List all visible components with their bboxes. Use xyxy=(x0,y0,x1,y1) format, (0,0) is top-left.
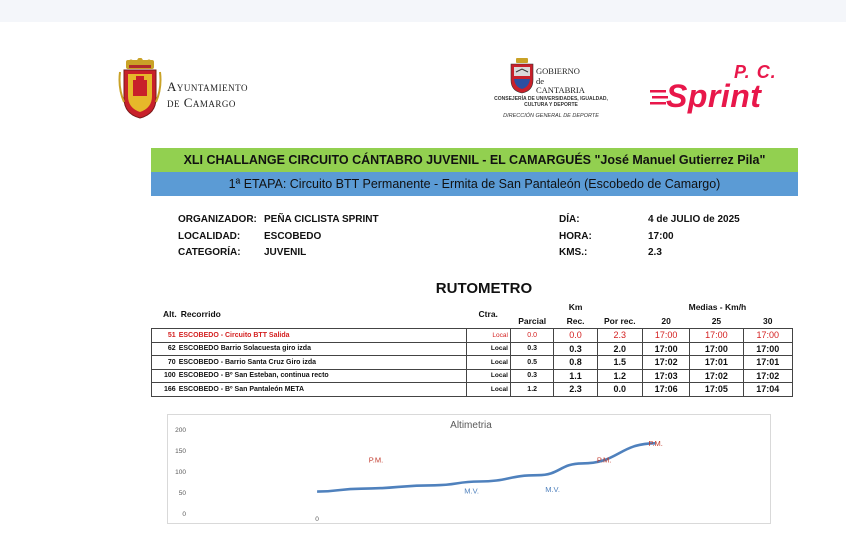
km-header: Km xyxy=(568,302,583,312)
alt-header: Alt. xyxy=(163,309,177,319)
browser-top-bar xyxy=(0,0,846,22)
rutometro-title: RUTOMETRO xyxy=(435,280,533,297)
camargo-name-line2: de Camargo xyxy=(167,95,236,110)
row-parcial: 0.5 xyxy=(510,356,554,370)
row-rec: 0.0 xyxy=(554,329,597,343)
localidad-label: LOCALIDAD: xyxy=(178,230,241,242)
row-t30: 17:01 xyxy=(743,356,792,370)
row-porrec: 1.5 xyxy=(597,356,642,370)
rutometro-table xyxy=(151,300,793,397)
pm-annotation: P.M. xyxy=(648,438,663,448)
row-parcial: 1.2 xyxy=(510,383,554,397)
porrec-header: Por rec. xyxy=(603,316,636,326)
info-values-left xyxy=(264,212,379,262)
row-t25: 17:05 xyxy=(690,383,743,397)
row-parcial: 0.3 xyxy=(510,342,554,356)
row-recorrido: ESCOBEDO Barrio Solacuesta giro izda xyxy=(177,342,466,356)
y-tick-label: 200 xyxy=(175,427,186,434)
ctra-header: Ctra. xyxy=(478,309,498,319)
row-t30: 17:02 xyxy=(743,369,792,383)
km-spacer xyxy=(510,300,554,314)
categoria-value: JUVENIL xyxy=(264,247,307,258)
row-t30: 17:00 xyxy=(743,342,792,356)
cantabria-logo xyxy=(480,56,630,122)
dia-label: DÍA: xyxy=(559,214,580,225)
row-rec: 1.1 xyxy=(554,369,597,383)
row-t25: 17:00 xyxy=(690,329,743,343)
dia-value: 4 de JULIO de 2025 xyxy=(648,214,740,225)
cantabria-direccion: DIRECCIÓN GENERAL DE DEPORTE xyxy=(503,113,599,119)
row-porrec: 2.3 xyxy=(597,329,642,343)
cantabria-consejeria xyxy=(480,96,622,108)
speed-20-header: 20 xyxy=(661,316,671,326)
row-ctra: Local xyxy=(466,369,510,383)
cantabria-consejeria-line1: CONSEJERÍA DE UNIVERSIDADES, IGUALDAD, xyxy=(494,96,608,102)
altimetria-svg xyxy=(168,415,770,523)
sprint-name-text: Sprint xyxy=(666,78,762,114)
info-labels-right xyxy=(559,212,592,262)
row-t20: 17:00 xyxy=(642,329,689,343)
cantabria-consejeria-line2: CULTURA Y DEPORTE xyxy=(524,102,578,108)
event-title-bar: XLI CHALLANGE CIRCUITO CÁNTABRO JUVENIL - EL CAMARGUÉS "José Manuel Gutierrez Pila" xyxy=(151,148,798,172)
x-tick-label: 0 xyxy=(315,516,319,523)
hora-value: 17:00 xyxy=(648,230,674,242)
pm-annotation: P.M. xyxy=(368,455,384,465)
row-t30: 17:00 xyxy=(743,329,792,343)
row-t25: 17:01 xyxy=(690,356,743,370)
row-porrec: 2.0 xyxy=(597,342,642,356)
speed-25-header: 25 xyxy=(711,316,722,326)
row-alt: 62 xyxy=(152,342,177,356)
medias-header: Medias - Km/h xyxy=(688,302,747,312)
row-recorrido: ESCOBEDO - Barrio Santa Cruz Giro izda xyxy=(177,356,466,370)
camargo-name-line1: Ayuntamiento xyxy=(167,79,248,94)
row-ctra: Local xyxy=(466,342,510,356)
info-values-right xyxy=(648,212,740,262)
row-ctra: Local xyxy=(466,383,510,397)
parcial-header: Parcial xyxy=(518,316,547,326)
altimetria-chart xyxy=(167,414,771,524)
table-row xyxy=(152,329,793,343)
cantabria-government-text xyxy=(536,67,585,96)
row-recorrido: ESCOBEDO - Bº San Esteban, continua recto xyxy=(177,369,466,383)
row-recorrido: ESCOBEDO - Bº San Pantaleón META xyxy=(177,383,466,397)
row-rec: 0.3 xyxy=(554,342,597,356)
row-porrec: 0.0 xyxy=(597,383,642,397)
row-t30: 17:04 xyxy=(743,383,792,397)
row-t25: 17:00 xyxy=(690,342,743,356)
organizador-label: ORGANIZADOR: xyxy=(178,214,257,225)
cantabria-de: de xyxy=(536,75,545,86)
table-row xyxy=(152,383,793,397)
pm-annotation: P.M. xyxy=(596,455,612,465)
row-ctra: Local xyxy=(466,329,510,343)
row-porrec: 1.2 xyxy=(597,369,642,383)
localidad-value: ESCOBEDO xyxy=(264,230,322,242)
row-alt: 166 xyxy=(152,383,177,397)
row-recorrido: ESCOBEDO - Circuito BTT Salida xyxy=(177,329,466,343)
row-t20: 17:06 xyxy=(642,383,689,397)
row-alt: 100 xyxy=(152,369,177,383)
camargo-crest-icon xyxy=(118,58,162,120)
cantabria-name: CANTABRIA xyxy=(536,85,585,96)
row-t20: 17:00 xyxy=(642,342,689,356)
categoria-label: CATEGORÍA: xyxy=(178,247,241,258)
row-t25: 17:02 xyxy=(690,369,743,383)
row-ctra: Local xyxy=(466,356,510,370)
info-labels-left xyxy=(178,212,257,262)
row-rec: 0.8 xyxy=(554,356,597,370)
row-t20: 17:02 xyxy=(642,356,689,370)
recorrido-header: Recorrido xyxy=(180,309,221,319)
y-tick-label: 100 xyxy=(175,469,186,476)
row-t20: 17:03 xyxy=(642,369,689,383)
row-rec: 2.3 xyxy=(554,383,597,397)
organizador-value: PEÑA CICLISTA SPRINT xyxy=(264,214,379,225)
pc-sprint-logo xyxy=(650,60,790,118)
speed-30-header: 30 xyxy=(763,316,773,326)
hora-label: HORA: xyxy=(559,230,592,242)
cantabria-shield-icon xyxy=(510,58,534,94)
stage-title-bar: 1ª ETAPA: Circuito BTT Permanente - Ermita de San Pantaleón (Escobedo de Camargo) xyxy=(151,172,798,196)
rec-header: Rec. xyxy=(566,316,585,326)
table-row xyxy=(152,356,793,370)
y-tick-label: 150 xyxy=(175,448,186,455)
kms-value: 2.3 xyxy=(648,247,662,258)
sprint-pc-text: P. C. xyxy=(734,62,777,82)
row-alt: 70 xyxy=(152,356,177,370)
row-alt: 51 xyxy=(152,329,177,343)
y-tick-label: 50 xyxy=(178,490,186,497)
row-parcial: 0.3 xyxy=(510,369,554,383)
mv-annotation: M.V. xyxy=(545,485,560,494)
porrec-spacer xyxy=(597,300,642,314)
cantabria-gobierno: GOBIERNO xyxy=(536,66,580,76)
mv-annotation: M.V. xyxy=(464,486,480,496)
row-parcial: 0.0 xyxy=(510,329,554,343)
chart-title: Altimetria xyxy=(450,420,492,431)
table-row xyxy=(152,342,793,356)
altimetria-series-line xyxy=(317,443,656,491)
camargo-logo xyxy=(118,58,278,120)
kms-label: KMS.: xyxy=(559,247,588,258)
table-row xyxy=(152,369,793,383)
y-tick-label: 0 xyxy=(182,511,186,518)
